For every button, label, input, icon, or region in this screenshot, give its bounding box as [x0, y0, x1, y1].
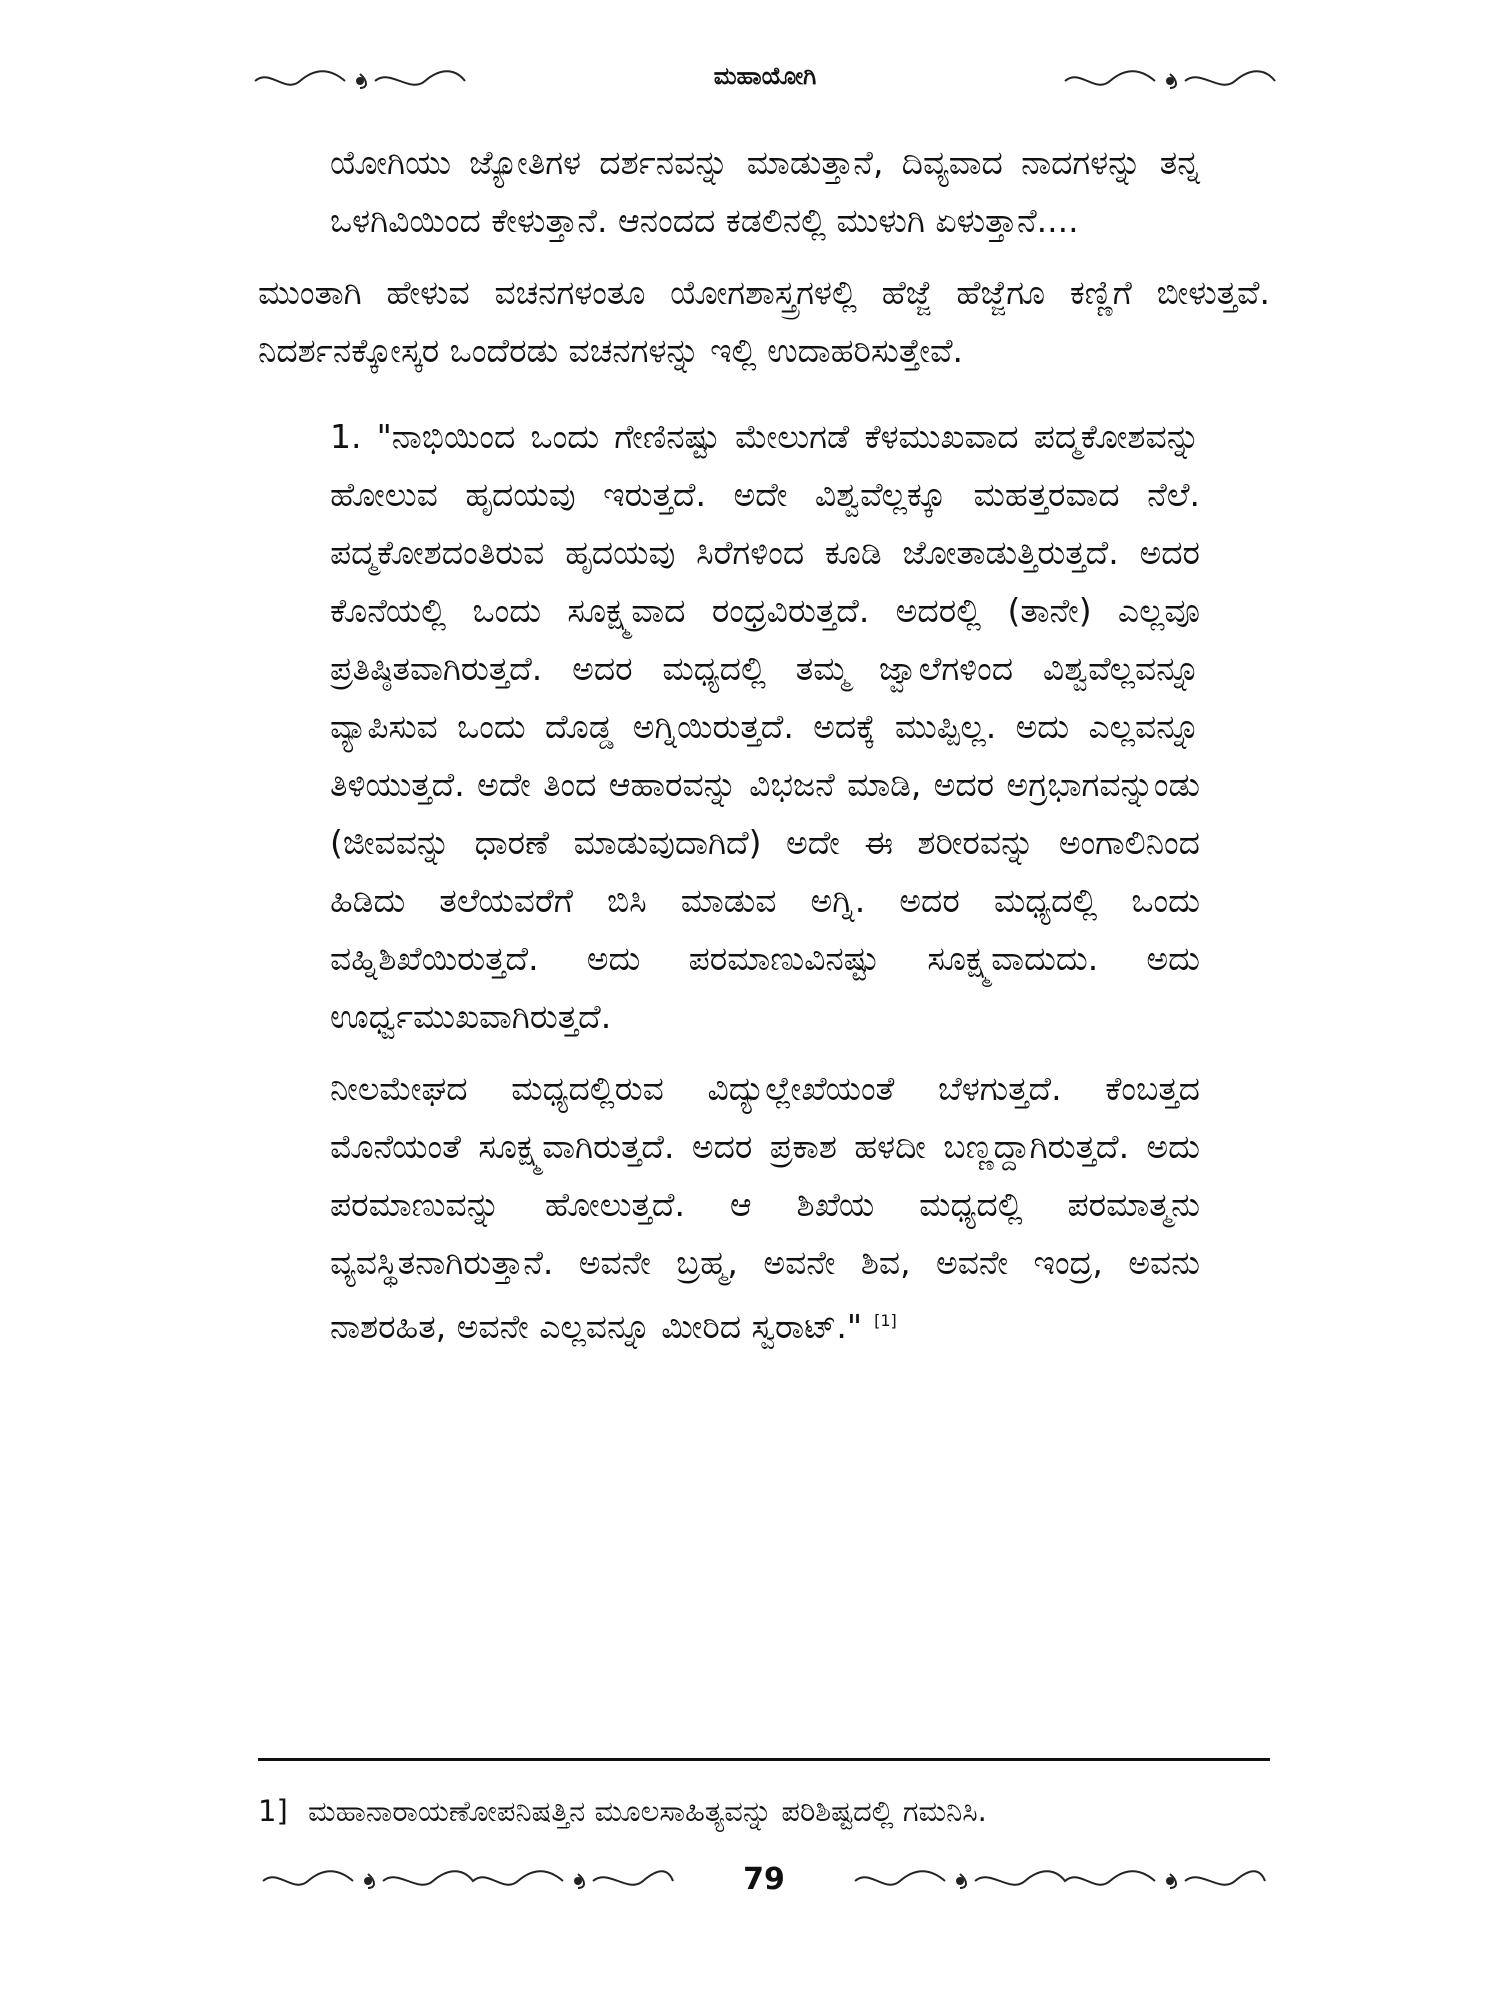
page-title: ಮಹಾಯೋಗಿ [713, 62, 817, 90]
page-header [250, 62, 1280, 112]
footnote-divider [258, 1758, 1270, 1761]
footnote-number: 1] [258, 1794, 288, 1828]
footnote [258, 1790, 1270, 1832]
ornament-footer-right-icon [850, 1866, 1270, 1896]
paragraph-quote-2 [258, 1060, 1270, 1356]
paragraph-quote-1: 1. "ನಾಭಿಯಿಂದ ಒಂದು ಗೇಣಿನಷ್ಟು ಮೇಲುಗಡೆ ಕೆಳಮುಖವಾದ ಪದ್ಮಕೋಶವನ್ನು ಹೋಲುವ ಹೃದಯವು ಇರುತ್ತದೆ. ಅದೇ ವಿಶ್ವವೆಲ್ಲಕ್ಕೂ ಮಹತ್ತರವಾದ ನೆಲೆ. ಪದ್ಮಕೋಶದಂತಿರುವ ಹೃದಯವು ಸಿರೆಗಳಿಂದ ಕೂಡಿ ಜೋತಾಡುತ್ತಿರುತ್ತದೆ. ಅದರ ಕೊನೆಯಲ್ಲಿ ಒಂದು ಸೂಕ್ಷ್ಮವಾದ ರಂಧ್ರವಿರುತ್ತದೆ. ಅದರಲ್ಲಿ (ತಾನೇ) ಎಲ್ಲವೂ ಪ್ರತಿಷ್ಠಿತವಾಗಿರುತ್ತದೆ. ಅದರ ಮಧ್ಯದಲ್ಲಿ ತಮ್ಮ ಜ್ವಾಲೆಗಳಿಂದ ವಿಶ್ವವೆಲ್ಲವನ್ನೂ ವ್ಯಾಪಿಸುವ ಒಂದು ದೊಡ್ಡ ಅಗ್ನಿಯಿರುತ್ತದೆ. ಅದಕ್ಕೆ ಮುಪ್ಪಿಲ್ಲ. ಅದು ಎಲ್ಲವನ್ನೂ ತಿಳಿಯುತ್ತದೆ. ಅದೇ ತಿಂದ ಆಹಾರವನ್ನು ವಿಭಜನೆ ಮಾಡಿ, ಅದರ ಅಗ್ರಭಾಗವನ್ನುಂಡು (ಜೀವವನ್ನು ಧಾರಣೆ ಮಾಡುವುದಾಗಿದೆ) ಅದೇ ಈ ಶರೀರವನ್ನು ಅಂಗಾಲಿನಿಂದ ಹಿಡಿದು ತಲೆಯವರೆಗೆ ಬಿಸಿ ಮಾಡುವ ಅಗ್ನಿ. ಅದರ ಮಧ್ಯದಲ್ಲಿ ಒಂದು ವಹ್ನಿಶಿಖೆಯಿರುತ್ತದೆ. ಅದು ಪರಮಾಣುವಿನಷ್ಟು ಸೂಕ್ಷ್ಮವಾದುದು. ಅದು ಊರ್ಧ್ವಮುಖವಾಗಿರುತ್ತದೆ. [330, 417, 1200, 1036]
page-footer [258, 1862, 1270, 1902]
main-text [258, 134, 1270, 1356]
page-number: 79 [743, 1862, 785, 1897]
footnote-reference[interactable]: [1] [874, 1311, 897, 1330]
footnote-text: ಮಹಾನಾರಾಯಣೋಪನಿಷತ್ತಿನ ಮೂಲಸಾಹಿತ್ಯವನ್ನು ಪರಿಶಿಷ್ಟದಲ್ಲಿ ಗಮನಿಸಿ. [308, 1794, 987, 1828]
paragraph-quote-2-text: ನೀಲಮೇಘದ ಮಧ್ಯದಲ್ಲಿರುವ ವಿದ್ಯುಲ್ಲೇಖೆಯಂತೆ ಬೆಳಗುತ್ತದೆ. ಕೆಂಬತ್ತದ ಮೊನೆಯಂತೆ ಸೂಕ್ಷ್ಮವಾಗಿರುತ್ತದೆ. ಅದರ ಪ್ರಕಾಶ ಹಳದೀ ಬಣ್ಣದ್ದಾಗಿರುತ್ತದೆ. ಅದು ಪರಮಾಣುವನ್ನು ಹೋಲುತ್ತದೆ. ಆ ಶಿಖೆಯ ಮಧ್ಯದಲ್ಲಿ ಪರಮಾತ್ಮನು ವ್ಯವಸ್ಥಿತನಾಗಿರುತ್ತಾನೆ. ಅವನೇ ಬ್ರಹ್ಮ, ಅವನೇ ಶಿವ, ಅವನೇ ಇಂದ್ರ, ಅವನು ನಾಶರಹಿತ, ಅವನೇ ಎಲ್ಲವನ್ನೂ ಮೀರಿದ ಸ್ವರಾಟ್." [330, 1069, 1200, 1346]
paragraph-yogi: ಯೋಗಿಯು ಜ್ಯೋತಿಗಳ ದರ್ಶನವನ್ನು ಮಾಡುತ್ತಾನೆ, ದಿವ್ಯವಾದ ನಾದಗಳನ್ನು ತನ್ನ ಒಳಗಿವಿಯಿಂದ ಕೇಳುತ್ತಾನೆ. ಆನಂದದ ಕಡಲಿನಲ್ಲಿ ಮುಳುಗಿ ಏಳುತ್ತಾನೆ.... [330, 143, 1200, 240]
paragraph-intro: ಮುಂತಾಗಿ ಹೇಳುವ ವಚನಗಳಂತೂ ಯೋಗಶಾಸ್ತ್ರಗಳಲ್ಲಿ ಹೆಜ್ಜೆ ಹೆಜ್ಜೆಗೂ ಕಣ್ಣಿಗೆ ಬೀಳುತ್ತವೆ. ನಿದರ್ಶನಕ್ಕೋಸ್ಕರ ಒಂದೆರಡು ವಚನಗಳನ್ನು ಇಲ್ಲಿ ಉದಾಹರಿಸುತ್ತೇವೆ. [258, 273, 1270, 370]
ornament-right-icon [1060, 66, 1280, 96]
